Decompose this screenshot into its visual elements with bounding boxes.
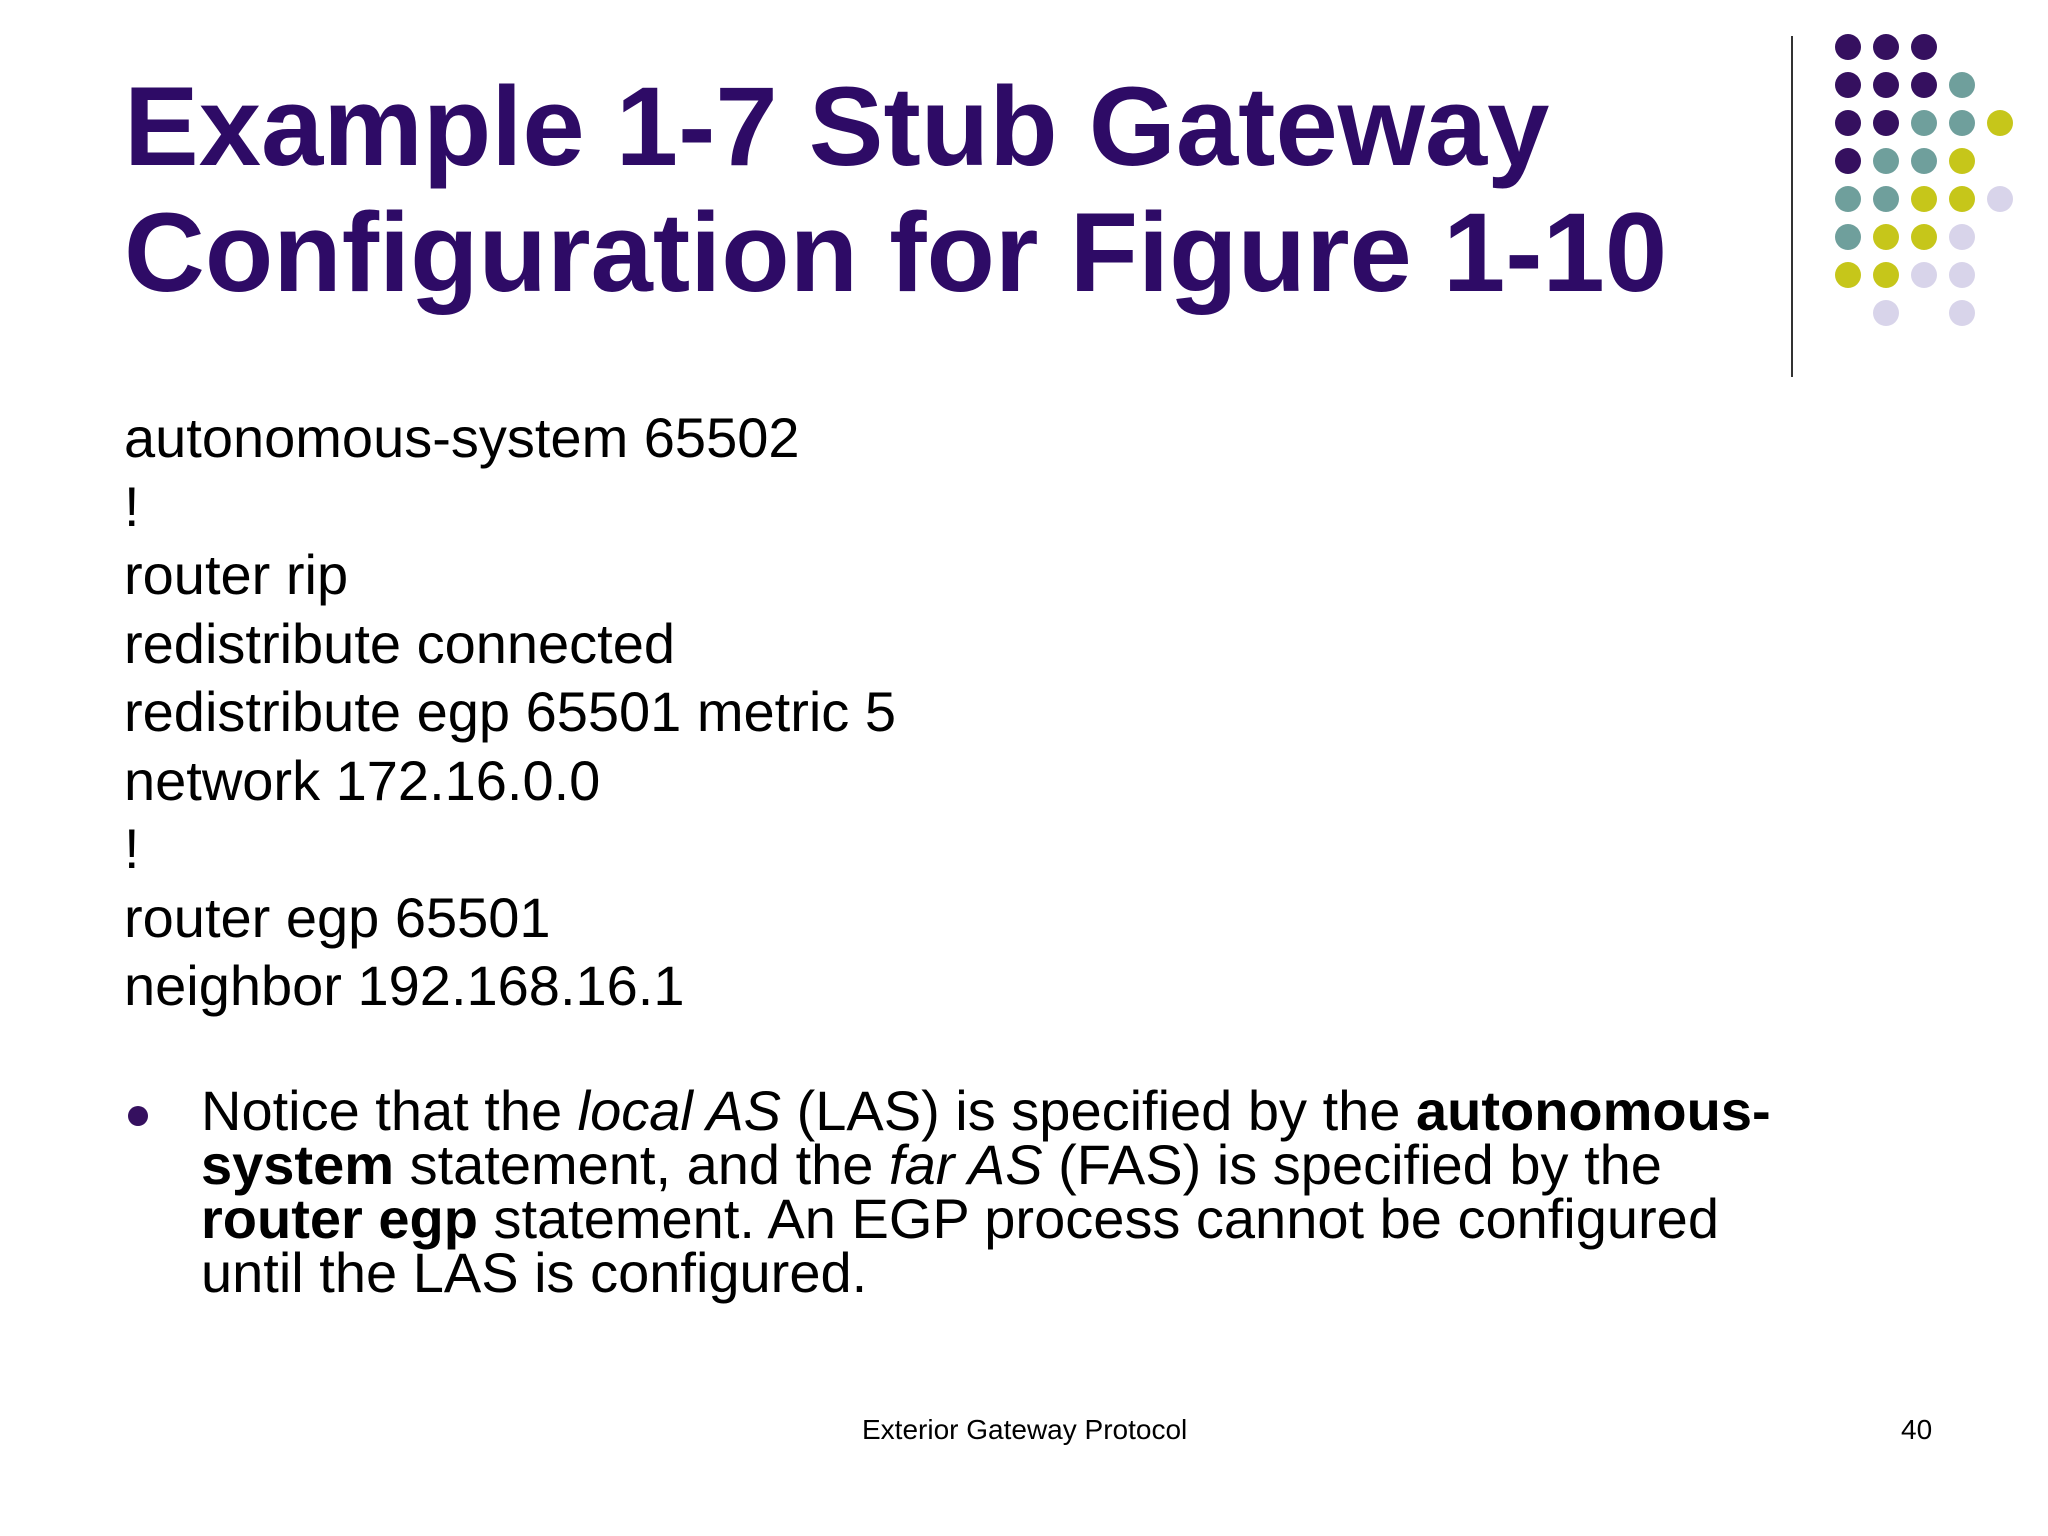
dot-yellow [1949, 148, 1975, 174]
page-number: 40 [1901, 1414, 1933, 1445]
code-line: redistribute connected [124, 611, 676, 675]
code-line: neighbor 192.168.16.1 [124, 954, 685, 1017]
dot-purple [1873, 72, 1899, 98]
dot-yellow [1911, 186, 1937, 212]
dot-teal [1949, 72, 1975, 98]
dot-teal [1873, 186, 1899, 212]
dot-teal [1911, 148, 1937, 174]
dot-purple [1835, 148, 1861, 174]
dot-yellow [1911, 224, 1937, 250]
dot-lavender [1949, 262, 1975, 288]
dot-purple [1873, 34, 1899, 60]
dot-yellow [1835, 262, 1861, 288]
code-line: router egp 65501 [124, 885, 551, 949]
bullet-line-1 [201, 1079, 1911, 1142]
dot-lavender [1949, 224, 1975, 250]
dot-lavender [1987, 186, 2013, 212]
dot-purple [1911, 72, 1937, 98]
code-line: network 172.16.0.0 [124, 748, 601, 812]
bullet-text [201, 1079, 1911, 1304]
dot-yellow [1873, 224, 1899, 250]
dot-teal [1873, 148, 1899, 174]
dot-teal [1949, 110, 1975, 136]
dot-teal [1835, 186, 1861, 212]
dot-yellow [1987, 110, 2013, 136]
bold-term-autonomous: autonomous- [1415, 1079, 1771, 1142]
dot-purple [1873, 110, 1899, 136]
code-line: ! [124, 474, 140, 538]
config-code-block [124, 404, 896, 1021]
footer-text: Exterior Gateway Protocol [862, 1414, 1188, 1445]
dot-purple [1911, 34, 1937, 60]
bold-term-router-egp: router egp [201, 1187, 478, 1250]
text-run: statement. An EGP process cannot be configured [477, 1187, 1719, 1250]
dot-lavender [1911, 262, 1937, 288]
italic-term-far-as: far AS [889, 1133, 1043, 1196]
code-line: redistribute egp 65501 metric 5 [124, 680, 896, 743]
dot-teal [1911, 110, 1937, 136]
dot-yellow [1949, 186, 1975, 212]
title-line-2: Configuration for Figure 1-10 [124, 190, 1668, 315]
dot-lavender [1949, 300, 1975, 326]
code-line: router rip [124, 543, 349, 606]
bold-term-system: system [201, 1133, 395, 1196]
code-line: autonomous-system 65502 [124, 406, 800, 469]
dot-purple [1835, 34, 1861, 60]
italic-term-local-as: local AS [577, 1079, 782, 1142]
text-run: Notice that the [201, 1079, 578, 1142]
text-run: (FAS) is specified by the [1042, 1133, 1662, 1196]
bullet-line-2 [201, 1133, 1911, 1196]
bullet-dot-icon [128, 1106, 148, 1126]
dot-purple [1835, 72, 1861, 98]
dot-purple [1835, 110, 1861, 136]
text-run: (LAS) is specified by the [781, 1079, 1416, 1142]
bullet-line-4: until the LAS is configured. [201, 1241, 868, 1304]
decorative-dot-grid [0, 0, 2048, 400]
bullet-line-3 [201, 1187, 1911, 1250]
text-run: statement, and the [394, 1133, 890, 1196]
dot-lavender [1873, 300, 1899, 326]
title-line-1: Example 1-7 Stub Gateway [124, 64, 1550, 189]
dot-teal [1835, 224, 1861, 250]
dot-yellow [1873, 262, 1899, 288]
code-line: ! [124, 817, 140, 880]
